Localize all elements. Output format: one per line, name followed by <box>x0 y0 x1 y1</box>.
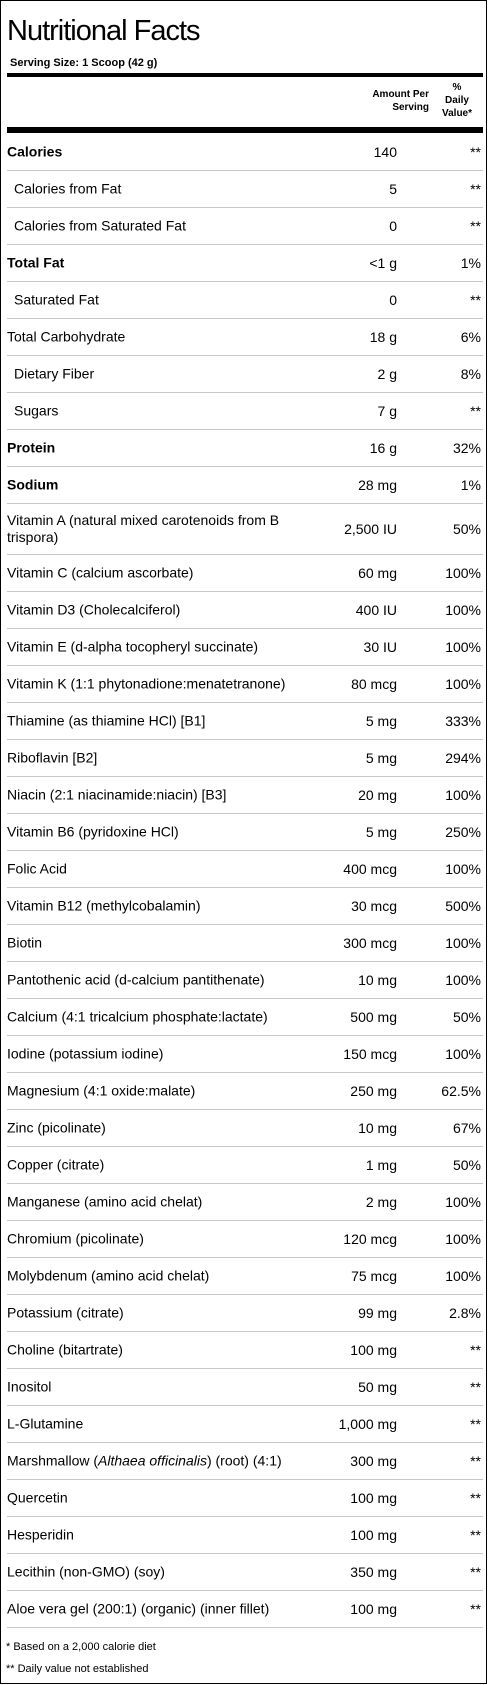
nutrient-daily-value: ** <box>470 1342 481 1358</box>
nutrient-name: Aloe vera gel (200:1) (organic) (inner fillet) <box>7 1600 270 1617</box>
nutrient-amount: 2 mg <box>365 1194 397 1210</box>
nutrient-amount: 10 mg <box>358 972 397 988</box>
nutrient-row <box>7 962 483 999</box>
nutrient-amount: 75 mcg <box>351 1268 397 1284</box>
nutrient-amount: 30 mcg <box>351 898 397 914</box>
nutrient-amount: 5 mg <box>365 713 397 729</box>
nutrient-daily-value: ** <box>470 1490 481 1506</box>
nutrient-amount: 400 IU <box>355 602 397 618</box>
nutrient-amount: <1 g <box>369 255 397 271</box>
nutrient-name: Vitamin B12 (methylcobalamin) <box>7 897 201 914</box>
nutrient-daily-value: ** <box>470 181 481 197</box>
nutrient-row <box>7 1184 483 1221</box>
nutrient-name: Protein <box>7 439 56 456</box>
nutrient-row <box>7 1110 483 1147</box>
dv-header-line1: % <box>452 82 462 93</box>
nutrient-daily-value: 100% <box>445 787 481 803</box>
nutrient-amount: 100 mg <box>350 1601 397 1617</box>
nutrient-row <box>7 1036 483 1073</box>
nutrient-daily-value: 50% <box>452 521 481 537</box>
nutrient-name: Chromium (picolinate) <box>7 1230 144 1247</box>
nutrient-row <box>7 592 483 629</box>
nutrient-daily-value: ** <box>470 1601 481 1617</box>
nutrient-row <box>7 1258 483 1295</box>
nutrient-daily-value: 100% <box>445 1268 481 1284</box>
amount-header-line1: Amount Per <box>372 89 429 100</box>
nutrient-row <box>7 851 483 888</box>
nutrient-row <box>7 1517 483 1554</box>
nutrient-daily-value: 100% <box>445 639 481 655</box>
nutrient-name: Vitamin D3 (Cholecalciferol) <box>7 601 181 618</box>
nutrient-daily-value: 100% <box>445 1231 481 1247</box>
nutrient-row <box>7 703 483 740</box>
nutrient-amount: 50 mg <box>358 1379 397 1395</box>
nutrient-name: L-Glutamine <box>7 1415 84 1432</box>
nutrient-name: Molybdenum (amino acid chelat) <box>7 1267 210 1284</box>
heavy-divider <box>7 127 483 133</box>
nutrient-amount: 99 mg <box>358 1305 397 1321</box>
nutrient-daily-value: ** <box>470 403 481 419</box>
nutrient-amount: 250 mg <box>350 1083 397 1099</box>
nutrient-daily-value: 100% <box>445 602 481 618</box>
nutrient-amount: 7 g <box>377 403 397 419</box>
nutrient-daily-value: 100% <box>445 861 481 877</box>
nutrient-name: Manganese (amino acid chelat) <box>7 1193 203 1210</box>
nutrient-amount: 16 g <box>369 440 397 456</box>
nutrient-row <box>7 740 483 777</box>
nutrient-daily-value: 294% <box>445 750 481 766</box>
nutrient-row <box>7 814 483 851</box>
nutrient-row <box>7 1332 483 1369</box>
dv-header-line2: Daily <box>445 95 469 106</box>
nutrient-name: Total Fat <box>7 254 65 271</box>
nutrient-row <box>7 1147 483 1184</box>
label-title: Nutritional Facts <box>7 15 200 47</box>
nutrient-daily-value: 100% <box>445 972 481 988</box>
nutrient-name: Lecithin (non-GMO) (soy) <box>7 1563 165 1580</box>
nutrient-row <box>7 1443 483 1480</box>
nutrient-daily-value: 333% <box>445 713 481 729</box>
nutrient-daily-value: 500% <box>445 898 481 914</box>
nutrient-amount: 1 mg <box>365 1157 397 1173</box>
nutrient-amount: 100 mg <box>350 1527 397 1543</box>
nutrient-name: Pantothenic acid (d-calcium pantithenate) <box>7 971 265 988</box>
nutrient-row <box>7 1073 483 1110</box>
nutrient-table <box>7 134 483 1628</box>
nutrient-row <box>7 1295 483 1332</box>
nutrient-daily-value: 100% <box>445 935 481 951</box>
nutrient-name: Thiamine (as thiamine HCl) [B1] <box>7 712 206 729</box>
nutrient-name: Potassium (citrate) <box>7 1304 124 1321</box>
nutrient-amount: 80 mcg <box>351 676 397 692</box>
nutrient-name: Dietary Fiber <box>14 365 95 382</box>
nutrient-name: Riboflavin [B2] <box>7 749 98 766</box>
nutrient-row <box>7 282 483 319</box>
nutrient-amount: 300 mcg <box>343 935 397 951</box>
nutrient-amount: 5 <box>389 181 397 197</box>
amount-per-serving-header <box>353 88 429 114</box>
nutrient-name: Iodine (potassium iodine) <box>7 1045 164 1062</box>
nutrient-amount: 150 mcg <box>343 1046 397 1062</box>
nutrient-name: Vitamin K (1:1 phytonadione:menatetranone) <box>7 675 286 692</box>
nutrient-amount: 60 mg <box>358 565 397 581</box>
nutrient-name: Inositol <box>7 1378 52 1395</box>
nutrient-amount: 2 g <box>377 366 397 382</box>
nutrient-daily-value: 1% <box>460 255 481 271</box>
nutrient-name: Hesperidin <box>7 1526 74 1543</box>
nutrient-daily-value: 1% <box>460 477 481 493</box>
nutrient-daily-value: 100% <box>445 565 481 581</box>
nutrient-row <box>7 1591 483 1628</box>
nutrient-daily-value: 100% <box>445 1194 481 1210</box>
nutrient-name: Calories <box>7 143 63 160</box>
nutrient-amount: 5 mg <box>365 824 397 840</box>
nutrient-name: Copper (citrate) <box>7 1156 105 1173</box>
nutrient-daily-value: 8% <box>460 366 481 382</box>
nutrient-row <box>7 925 483 962</box>
nutrient-amount: 400 mcg <box>343 861 397 877</box>
nutrient-row <box>7 171 483 208</box>
nutrient-row <box>7 356 483 393</box>
nutrient-name: Marshmallow (Althaea officinalis) (root) (4:1) <box>7 1452 282 1469</box>
nutrient-daily-value: 50% <box>452 1009 481 1025</box>
nutrient-row <box>7 1369 483 1406</box>
nutrient-amount: 2,500 IU <box>344 521 397 537</box>
nutrient-row <box>7 888 483 925</box>
nutrient-daily-value: ** <box>470 1453 481 1469</box>
nutrient-amount: 100 mg <box>350 1490 397 1506</box>
nutrient-name: Calories from Fat <box>14 180 122 197</box>
serving-size: Serving Size: 1 Scoop (42 g) <box>10 57 158 69</box>
nutrient-amount: 30 IU <box>363 639 397 655</box>
nutrient-row <box>7 467 483 504</box>
nutrient-amount: 500 mg <box>350 1009 397 1025</box>
nutrient-amount: 20 mg <box>358 787 397 803</box>
nutrient-row <box>7 208 483 245</box>
nutrient-name: Calories from Saturated Fat <box>14 217 186 234</box>
nutrient-daily-value: 6% <box>460 329 481 345</box>
nutrient-row <box>7 430 483 467</box>
nutrient-daily-value: 32% <box>452 440 481 456</box>
nutrient-row <box>7 1480 483 1517</box>
nutrient-amount: 100 mg <box>350 1342 397 1358</box>
amount-header-line2: Serving <box>392 102 429 113</box>
footnote-daily-value: ** Daily value not established <box>6 1663 149 1675</box>
nutrient-row <box>7 1406 483 1443</box>
nutrient-amount: 5 mg <box>365 750 397 766</box>
nutrient-name: Total Carbohydrate <box>7 328 126 345</box>
nutrient-name: Sugars <box>14 402 59 419</box>
nutrient-amount: 28 mg <box>358 477 397 493</box>
nutrient-daily-value: ** <box>470 1527 481 1543</box>
nutrient-name: Biotin <box>7 934 43 951</box>
nutrient-amount: 120 mcg <box>343 1231 397 1247</box>
nutrient-name: Zinc (picolinate) <box>7 1119 106 1136</box>
nutrient-name: Saturated Fat <box>14 291 99 308</box>
nutrient-amount: 350 mg <box>350 1564 397 1580</box>
nutrient-row <box>7 1221 483 1258</box>
nutrient-row <box>7 393 483 430</box>
nutrient-daily-value: 50% <box>452 1157 481 1173</box>
nutrient-name: Quercetin <box>7 1489 68 1506</box>
nutrient-amount: 300 mg <box>350 1453 397 1469</box>
nutrient-row <box>7 245 483 282</box>
nutrient-amount: 0 <box>389 218 397 234</box>
nutrient-daily-value: 100% <box>445 1046 481 1062</box>
daily-value-header <box>437 81 477 120</box>
nutrient-name: Vitamin E (d-alpha tocopheryl succinate) <box>7 638 259 655</box>
nutrient-row <box>7 999 483 1036</box>
dv-header-line3: Value* <box>441 108 473 119</box>
nutrient-name: Magnesium (4:1 oxide:malate) <box>7 1082 196 1099</box>
nutrient-name: Vitamin B6 (pyridoxine HCl) <box>7 823 179 840</box>
nutrient-row <box>7 555 483 592</box>
nutrient-daily-value: 67% <box>452 1120 481 1136</box>
nutrient-name: Choline (bitartrate) <box>7 1341 123 1358</box>
nutrient-daily-value: ** <box>470 1379 481 1395</box>
nutrient-daily-value: ** <box>470 1564 481 1580</box>
nutrient-daily-value: 62.5% <box>441 1083 481 1099</box>
nutrient-row <box>7 629 483 666</box>
nutrient-row <box>7 777 483 814</box>
nutrient-amount: 18 g <box>369 329 397 345</box>
nutrient-row <box>7 134 483 171</box>
nutrient-amount: 1,000 mg <box>338 1416 397 1432</box>
footnote-calories: * Based on a 2,000 calorie diet <box>6 1641 156 1653</box>
nutrient-name: Calcium (4:1 tricalcium phosphate:lactate) <box>7 1008 268 1025</box>
nutrient-name: Sodium <box>7 476 59 493</box>
nutrient-daily-value: 2.8% <box>449 1305 481 1321</box>
nutrient-daily-value: ** <box>470 292 481 308</box>
nutrient-row <box>7 319 483 356</box>
nutrient-name: Niacin (2:1 niacinamide:niacin) [B3] <box>7 786 227 803</box>
nutrient-daily-value: 100% <box>445 676 481 692</box>
nutrient-daily-value: ** <box>470 1416 481 1432</box>
nutrient-amount: 0 <box>389 292 397 308</box>
nutrient-daily-value: ** <box>470 218 481 234</box>
nutrient-name: Vitamin C (calcium ascorbate) <box>7 564 194 581</box>
nutrient-amount: 140 <box>373 144 397 160</box>
thick-divider-top <box>7 73 483 77</box>
nutrient-daily-value: ** <box>470 144 481 160</box>
nutrient-name: Folic Acid <box>7 860 67 877</box>
nutrient-daily-value: 250% <box>445 824 481 840</box>
nutrient-row <box>7 1554 483 1591</box>
nutrient-row <box>7 504 483 555</box>
nutrient-row <box>7 666 483 703</box>
nutrient-amount: 10 mg <box>358 1120 397 1136</box>
nutrient-name: Vitamin A (natural mixed carotenoids from B trispora) <box>7 512 280 545</box>
